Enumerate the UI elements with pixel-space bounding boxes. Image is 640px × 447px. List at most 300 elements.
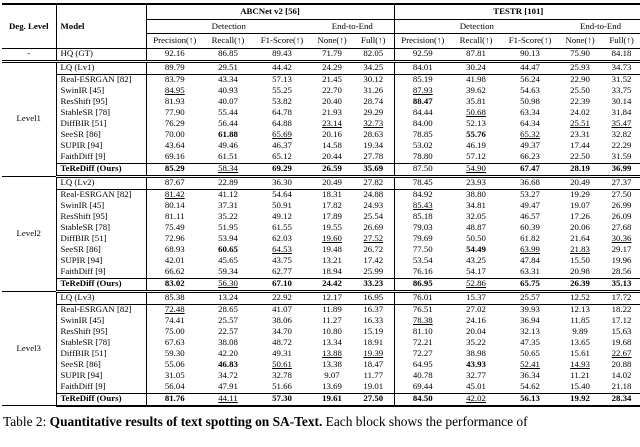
metric-cell: 19.34: [363, 140, 384, 151]
metric-cell: 24.42: [311, 278, 353, 291]
metric-cell: 15.61: [570, 348, 590, 359]
metric-cell: 30.14: [611, 96, 632, 107]
metric-cell: 46.57: [520, 211, 540, 222]
model-name-cell: FaithDiff [9]: [56, 382, 146, 394]
metric-cell: 80.14: [164, 200, 185, 211]
metric-cell: 87.81: [451, 48, 501, 61]
metric-cell: 37.31: [218, 200, 238, 211]
metric-cell: 63.31: [520, 266, 540, 277]
model-name-cell: LQ (Lv3): [56, 291, 146, 304]
metric-cell: 27.37: [601, 176, 640, 189]
metric-cell: 55.06: [164, 359, 185, 370]
metric-cell: 57.30: [253, 393, 311, 406]
metric-cell: 84.18: [601, 48, 640, 61]
model-name-cell: Real-ESRGAN [82]: [56, 189, 146, 201]
metric-cell: 43.75: [272, 255, 292, 266]
metric-cell: 55.76: [466, 129, 486, 140]
group-header-testr: TESTR [101]: [394, 4, 640, 19]
metric-cell: 21.83: [570, 244, 590, 255]
metric-cell: 69.44: [394, 382, 451, 394]
metric-cell: 38.80: [466, 189, 486, 200]
model-name-cell: LQ (Lv1): [56, 61, 146, 74]
metric-cell: 53.54: [394, 256, 451, 267]
model-name-cell: FaithDiff [9]: [56, 267, 146, 279]
deg-level-header: Deg. Level: [2, 4, 56, 48]
metric-cell: 19.01: [363, 381, 384, 392]
metric-cell: 43.64: [164, 140, 185, 151]
model-name-cell: FaithDiff [9]: [56, 152, 146, 164]
metric-cell: 24.29: [311, 61, 353, 74]
metric-cell: 24.93: [363, 200, 384, 211]
metric-cell: 57.13: [272, 74, 292, 85]
metric-cell: 64.78: [272, 107, 292, 118]
deg-level-cell: Level2: [2, 176, 56, 291]
table-row: [2, 267, 640, 279]
model-name-cell: LQ (Lv2): [56, 176, 146, 189]
metric-cell: 19.60: [322, 233, 342, 244]
column-header-f1-abcnet: F1-Score(↑): [253, 34, 311, 49]
metric-cell: 31.59: [611, 151, 632, 162]
metric-cell: 40.07: [218, 96, 238, 107]
metric-cell: 85.43: [394, 201, 451, 212]
metric-cell: 43.93: [466, 359, 486, 370]
metric-cell: 22.29: [611, 140, 632, 151]
caption-rest: Each block shows the performance of: [322, 413, 528, 429]
metric-cell: 79.03: [394, 223, 451, 234]
header-row-groups: [2, 4, 640, 19]
metric-cell: 61.55: [272, 222, 292, 233]
metric-cell: 26.69: [363, 222, 384, 233]
metric-cell: 60.65: [218, 244, 238, 255]
metric-cell: 21.45: [322, 74, 342, 85]
metric-cell: 87.50: [394, 163, 451, 176]
model-name-cell: SwinIR [45]: [56, 201, 146, 212]
metric-cell: 50.68: [466, 107, 486, 118]
model-name-cell: StableSR [78]: [56, 108, 146, 119]
model-name-cell: SwinIR [45]: [56, 316, 146, 327]
metric-cell: 36.30: [253, 176, 311, 189]
metric-cell: 83.79: [164, 74, 185, 85]
metric-cell: 81.10: [394, 327, 451, 338]
metric-cell: 85.38: [146, 291, 203, 304]
model-name-cell: ResShift [95]: [56, 97, 146, 108]
table-row: [2, 212, 640, 223]
metric-cell: 21.93: [322, 107, 342, 118]
metric-cell: 38.06: [272, 315, 292, 326]
metric-cell: 86.95: [394, 278, 451, 291]
metric-cell: 68.93: [164, 244, 185, 255]
metric-cell: 75.49: [164, 222, 185, 233]
table-row: [2, 74, 640, 86]
metric-cell: 18.31: [322, 189, 342, 200]
metric-cell: 53.02: [394, 141, 451, 152]
table-row: [2, 245, 640, 256]
metric-cell: 23.31: [570, 129, 590, 140]
metric-cell: 35.69: [353, 163, 394, 176]
metric-cell: 89.43: [253, 48, 311, 61]
subheader-end2end-testr: End-to-End: [559, 19, 640, 34]
model-name-cell: DiffBIR [51]: [56, 349, 146, 360]
metric-cell: 69.29: [253, 163, 311, 176]
table-row: [2, 189, 640, 201]
metric-cell: 65.32: [520, 129, 540, 140]
table-row: [2, 360, 640, 371]
table-row: [2, 338, 640, 349]
metric-cell: 85.18: [394, 212, 451, 223]
caption-prefix: Table 2:: [3, 413, 50, 429]
model-name-cell: Real-ESRGAN [82]: [56, 304, 146, 316]
metric-cell: 87.67: [146, 176, 203, 189]
model-name-cell: ResShift [95]: [56, 212, 146, 223]
metric-cell: 12.13: [570, 304, 590, 315]
metric-cell: 18.94: [322, 266, 342, 277]
metric-cell: 76.16: [394, 267, 451, 279]
metric-cell: 56.04: [164, 381, 185, 392]
metric-cell: 77.50: [394, 245, 451, 256]
table-row: [2, 291, 640, 304]
metric-cell: 20.88: [611, 359, 632, 370]
model-name-cell: TeReDiff (Ours): [56, 278, 146, 291]
metric-cell: 84.95: [164, 85, 185, 96]
table-row: [2, 163, 640, 176]
metric-cell: 55.44: [218, 107, 238, 118]
metric-cell: 78.38: [394, 316, 451, 327]
metric-cell: 32.13: [520, 326, 540, 337]
metric-cell: 14.02: [611, 370, 632, 381]
metric-cell: 21.18: [611, 381, 632, 392]
metric-cell: 54.49: [466, 244, 486, 255]
metric-cell: 13.34: [322, 337, 342, 348]
metric-cell: 22.89: [203, 176, 253, 189]
metric-cell: 25.57: [501, 291, 559, 304]
metric-cell: 17.42: [363, 255, 384, 266]
metric-cell: 22.90: [570, 74, 590, 85]
metric-cell: 65.12: [272, 151, 292, 162]
model-name-cell: SeeSR [86]: [56, 360, 146, 371]
metric-cell: 46.83: [218, 359, 238, 370]
metric-cell: 17.44: [570, 140, 590, 151]
metric-cell: 11.21: [570, 370, 590, 381]
metric-cell: 36.68: [501, 176, 559, 189]
model-name-cell: Real-ESRGAN [82]: [56, 74, 146, 86]
model-name-cell: TeReDiff (Ours): [56, 163, 146, 176]
metric-cell: 28.65: [218, 304, 238, 315]
metric-cell: 16.37: [363, 304, 384, 315]
metric-cell: 19.61: [311, 393, 353, 406]
table-caption: [3, 414, 640, 430]
metric-cell: 36.34: [520, 370, 540, 381]
metric-cell: 60.39: [520, 222, 540, 233]
metric-cell: 20.16: [322, 129, 342, 140]
metric-cell: 90.13: [501, 48, 559, 61]
metric-cell: 72.48: [164, 304, 185, 315]
metric-cell: 65.75: [501, 278, 559, 291]
metric-cell: 18.22: [611, 304, 632, 315]
metric-cell: 18.91: [363, 337, 384, 348]
metric-cell: 49.46: [218, 140, 238, 151]
metric-cell: 39.62: [466, 85, 486, 96]
model-name-cell: ResShift [95]: [56, 327, 146, 338]
metric-cell: 13.69: [322, 381, 342, 392]
table-row: [2, 48, 640, 61]
column-header-full-testr: Full(↑): [601, 34, 640, 49]
metric-cell: 50.50: [466, 233, 486, 244]
metric-cell: 28.63: [363, 129, 384, 140]
metric-cell: 35.47: [611, 118, 632, 129]
metric-cell: 67.47: [501, 163, 559, 176]
deg-level-cell: -: [2, 48, 56, 61]
metric-cell: 84.01: [394, 61, 451, 74]
metric-cell: 50.98: [520, 96, 540, 107]
table-row: [2, 371, 640, 382]
metric-cell: 84.00: [394, 119, 451, 130]
deg-level-cell: Level3: [2, 291, 56, 406]
metric-cell: 43.25: [466, 255, 486, 266]
metric-cell: 12.52: [559, 291, 601, 304]
metric-cell: 27.78: [363, 151, 384, 162]
metric-cell: 34.73: [601, 61, 640, 74]
metric-cell: 13.88: [322, 348, 342, 359]
metric-cell: 76.29: [164, 118, 185, 129]
metric-cell: 84.44: [394, 108, 451, 119]
metric-cell: 22.50: [570, 151, 590, 162]
metric-cell: 72.27: [394, 349, 451, 360]
metric-cell: 15.50: [570, 255, 590, 266]
metric-cell: 19.92: [559, 393, 601, 406]
metric-cell: 79.69: [394, 234, 451, 245]
metric-cell: 53.94: [218, 233, 238, 244]
table-row: [2, 349, 640, 360]
metric-cell: 19.48: [322, 244, 342, 255]
metric-cell: 63.99: [520, 244, 540, 255]
metric-cell: 48.72: [272, 337, 292, 348]
metric-cell: 10.80: [322, 326, 342, 337]
subheader-end2end-abcnet: End-to-End: [311, 19, 394, 34]
metric-cell: 78.80: [394, 152, 451, 164]
metric-cell: 53.27: [520, 189, 540, 200]
metric-cell: 71.79: [311, 48, 353, 61]
metric-cell: 24.02: [570, 107, 590, 118]
table-row: [2, 382, 640, 394]
metric-cell: 34.72: [218, 370, 238, 381]
metric-cell: 35.13: [601, 278, 640, 291]
metric-cell: 25.50: [570, 85, 590, 96]
metric-cell: 81.42: [164, 189, 185, 200]
metric-cell: 50.91: [272, 200, 292, 211]
metric-cell: 35.22: [466, 337, 486, 348]
metric-cell: 65.69: [272, 129, 292, 140]
metric-cell: 24.16: [466, 315, 486, 326]
metric-cell: 44.47: [501, 61, 559, 74]
metric-cell: 16.33: [363, 315, 384, 326]
model-name-cell: SeeSR [86]: [56, 130, 146, 141]
metric-cell: 52.41: [520, 359, 540, 370]
caption-bold-title: Quantitative results of text spotting on SA-Text.: [49, 413, 323, 429]
metric-cell: 9.89: [572, 326, 588, 337]
metric-cell: 33.75: [611, 85, 632, 96]
metric-cell: 83.02: [146, 278, 203, 291]
metric-cell: 26.09: [611, 211, 632, 222]
metric-cell: 41.98: [466, 74, 486, 85]
model-name-cell: TeReDiff (Ours): [56, 393, 146, 406]
model-name-cell: DiffBIR [51]: [56, 119, 146, 130]
table-row: [2, 201, 640, 212]
metric-cell: 56.24: [520, 74, 540, 85]
metric-cell: 87.93: [394, 86, 451, 97]
results-table: [2, 3, 640, 407]
metric-cell: 45.65: [218, 255, 238, 266]
metric-cell: 32.73: [363, 118, 384, 129]
metric-cell: 17.89: [322, 211, 342, 222]
metric-cell: 28.19: [559, 163, 601, 176]
model-name-cell: SwinIR [45]: [56, 86, 146, 97]
model-name-cell: DiffBIR [51]: [56, 234, 146, 245]
metric-cell: 16.95: [353, 291, 394, 304]
metric-cell: 21.64: [570, 233, 590, 244]
table-row: [2, 393, 640, 406]
metric-cell: 42.20: [218, 348, 238, 359]
metric-cell: 84.92: [394, 189, 451, 201]
metric-cell: 81.93: [164, 96, 185, 107]
metric-cell: 22.67: [611, 348, 632, 359]
metric-cell: 26.59: [311, 163, 353, 176]
metric-cell: 43.34: [218, 74, 238, 85]
metric-cell: 11.85: [570, 315, 590, 326]
metric-cell: 45.01: [466, 381, 486, 392]
column-header-recall-testr: Recall(↑): [451, 34, 501, 49]
metric-cell: 52.13: [466, 118, 486, 129]
metric-cell: 27.52: [363, 233, 384, 244]
metric-cell: 28.56: [611, 266, 632, 277]
metric-cell: 29.29: [363, 107, 384, 118]
metric-cell: 42.02: [451, 393, 501, 406]
metric-cell: 56.44: [218, 118, 238, 129]
metric-cell: 49.31: [272, 348, 292, 359]
metric-cell: 31.52: [611, 74, 632, 85]
metric-cell: 64.88: [272, 118, 292, 129]
metric-cell: 26.72: [363, 244, 384, 255]
metric-cell: 56.30: [203, 278, 253, 291]
metric-cell: 13.65: [570, 337, 590, 348]
metric-cell: 39.93: [520, 304, 540, 315]
metric-cell: 27.82: [353, 176, 394, 189]
metric-cell: 54.64: [272, 189, 292, 200]
model-header: Model: [56, 4, 146, 48]
table-row: [2, 119, 640, 130]
metric-cell: 64.53: [272, 244, 292, 255]
metric-cell: 20.06: [570, 222, 590, 233]
metric-cell: 40.93: [218, 85, 238, 96]
metric-cell: 11.77: [363, 370, 383, 381]
metric-cell: 47.84: [520, 255, 540, 266]
metric-cell: 20.49: [559, 176, 601, 189]
metric-cell: 34.25: [353, 61, 394, 74]
metric-cell: 22.39: [570, 96, 590, 107]
metric-cell: 62.03: [272, 233, 292, 244]
metric-cell: 20.40: [322, 96, 342, 107]
metric-cell: 20.98: [570, 266, 590, 277]
metric-cell: 26.39: [559, 278, 601, 291]
metric-cell: 41.12: [218, 189, 238, 200]
metric-cell: 81.11: [165, 211, 185, 222]
metric-cell: 15.40: [570, 381, 590, 392]
metric-cell: 61.51: [218, 151, 238, 162]
model-name-cell: StableSR [78]: [56, 338, 146, 349]
metric-cell: 25.51: [570, 118, 590, 129]
metric-cell: 54.63: [520, 85, 540, 96]
metric-cell: 23.93: [451, 176, 501, 189]
column-header-precision-testr: Precision(↑): [394, 34, 451, 49]
metric-cell: 27.02: [466, 304, 486, 315]
metric-cell: 50.61: [272, 359, 292, 370]
metric-cell: 12.17: [311, 291, 353, 304]
metric-cell: 52.86: [451, 278, 501, 291]
metric-cell: 25.93: [559, 61, 601, 74]
metric-cell: 18.47: [363, 359, 384, 370]
table-body: [2, 48, 640, 406]
metric-cell: 46.37: [272, 140, 292, 151]
metric-cell: 36.94: [520, 315, 540, 326]
table-row: [2, 278, 640, 291]
table-row: [2, 61, 640, 74]
metric-cell: 19.07: [570, 200, 590, 211]
metric-cell: 9.07: [324, 370, 340, 381]
metric-cell: 31.84: [611, 107, 632, 118]
table-row: [2, 108, 640, 119]
metric-cell: 56.13: [501, 393, 559, 406]
subheader-detection-testr: Detection: [394, 19, 559, 34]
metric-cell: 44.42: [253, 61, 311, 74]
metric-cell: 78.85: [394, 130, 451, 141]
metric-cell: 67.10: [253, 278, 311, 291]
metric-cell: 29.17: [611, 244, 632, 255]
metric-cell: 44.11: [203, 393, 253, 406]
metric-cell: 17.82: [322, 200, 342, 211]
metric-cell: 13.21: [322, 255, 342, 266]
metric-cell: 53.82: [272, 96, 292, 107]
metric-cell: 76.01: [394, 291, 451, 304]
metric-cell: 38.98: [466, 348, 486, 359]
metric-cell: 67.63: [164, 337, 185, 348]
subheader-detection-abcnet: Detection: [146, 19, 311, 34]
metric-cell: 15.63: [611, 326, 632, 337]
metric-cell: 66.23: [520, 151, 540, 162]
metric-cell: 51.66: [272, 381, 292, 392]
metric-cell: 15.37: [451, 291, 501, 304]
metric-cell: 35.81: [466, 96, 486, 107]
metric-cell: 49.12: [272, 211, 292, 222]
metric-cell: 82.05: [353, 48, 394, 61]
metric-cell: 49.37: [520, 140, 540, 151]
metric-cell: 50.65: [520, 348, 540, 359]
metric-cell: 61.88: [218, 129, 238, 140]
metric-cell: 35.22: [218, 211, 238, 222]
column-header-full-abcnet: Full(↑): [353, 34, 394, 49]
metric-cell: 72.96: [164, 233, 185, 244]
metric-cell: 77.90: [164, 107, 185, 118]
metric-cell: 30.24: [451, 61, 501, 74]
metric-cell: 54.17: [466, 266, 486, 277]
metric-cell: 64.34: [520, 118, 540, 129]
table-row: [2, 130, 640, 141]
metric-cell: 89.79: [146, 61, 203, 74]
column-header-recall-abcnet: Recall(↑): [203, 34, 253, 49]
metric-cell: 85.19: [394, 74, 451, 86]
table-row: [2, 316, 640, 327]
metric-cell: 22.70: [322, 85, 342, 96]
model-name-cell: SeeSR [86]: [56, 245, 146, 256]
metric-cell: 17.26: [570, 211, 590, 222]
